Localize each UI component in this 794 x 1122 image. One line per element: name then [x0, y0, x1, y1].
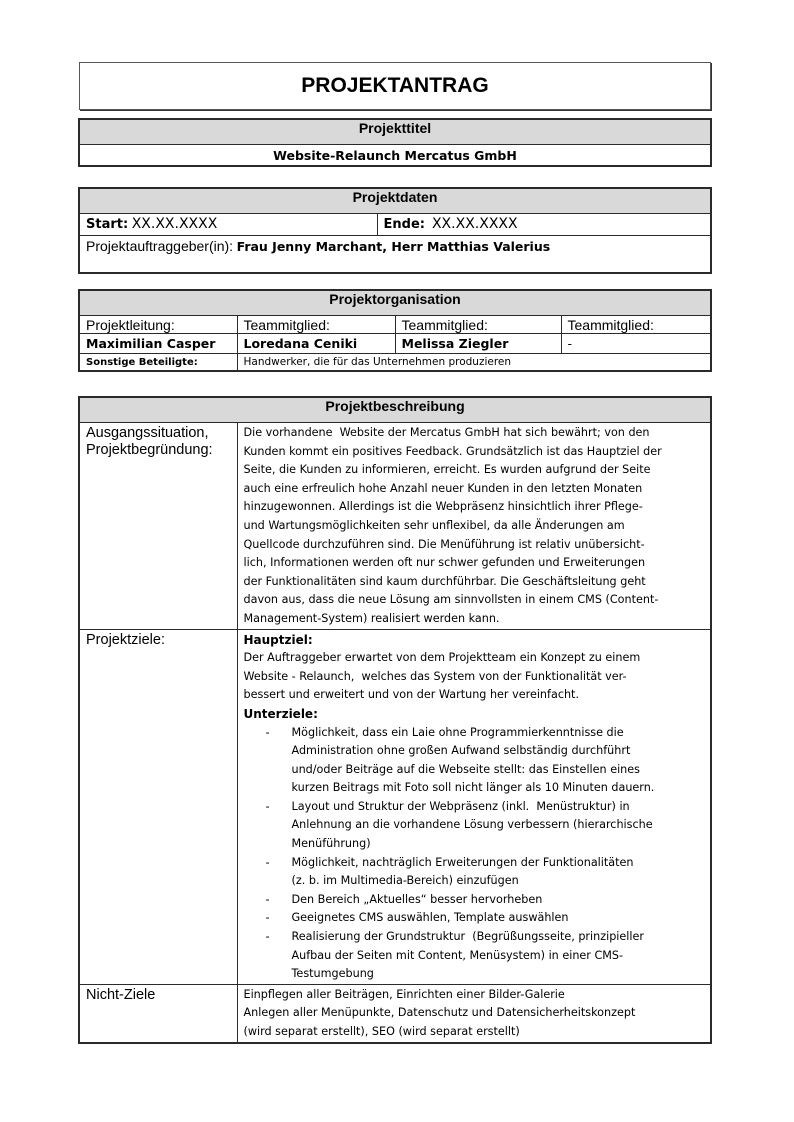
dash-bullet-icon: - — [265, 799, 270, 813]
ausgangssituation-line: Seite, die Kunden zu informieren, erreicht. Es wurden aufgrund der Seite — [243, 463, 651, 477]
dash-bullet-icon: - — [265, 892, 270, 906]
unterziele-heading: Unterziele: — [243, 706, 318, 721]
unterziel-item — [244, 909, 705, 928]
ausgangssituation-label — [79, 423, 237, 630]
projektbeschreibung-section — [78, 396, 712, 1044]
unterziel-line: Administration ohne großen Aufwand selbständig durchführt — [291, 744, 631, 758]
unterziel-item — [244, 891, 705, 910]
ende-value: XX.XX.XXXX — [431, 216, 518, 232]
projekttitel-value: Website-Relaunch Mercatus GmbH — [79, 145, 711, 167]
hauptziel-heading: Hauptziel: — [243, 632, 313, 647]
unterziel-line: Anlehnung an die vorhandene Lösung verbessern (hierarchische — [291, 818, 653, 832]
start-value: XX.XX.XXXX — [131, 216, 218, 232]
nicht-ziele-text — [237, 984, 711, 1042]
unterziel-line: Realisierung der Grundstruktur (Begrüßungsseite, prinzipieller — [291, 930, 644, 944]
name-projektleitung: Maximilian Casper — [79, 334, 237, 354]
ende-cell — [377, 214, 711, 236]
projektbeschreibung-header: Projektbeschreibung — [79, 397, 711, 423]
name-teammitglied-3: - — [561, 334, 711, 354]
nicht-ziele-line: Einpflegen aller Beiträgen, Einrichten einer Bilder-Galerie — [243, 987, 565, 1001]
ende-label: Ende: — [383, 217, 425, 232]
dash-bullet-icon: - — [265, 855, 270, 869]
projektdaten-header: Projektdaten — [79, 188, 711, 214]
ausgangssituation-label-line1: Ausgangssituation, — [86, 425, 209, 441]
nicht-ziele-line: (wird separat erstellt), SEO (wird separat erstellt) — [243, 1025, 520, 1038]
document-title: PROJEKTANTRAG — [79, 62, 711, 110]
nicht-ziele-label: Nicht-Ziele — [79, 984, 237, 1042]
role-teammitglied-1: Teammitglied: — [237, 316, 395, 334]
auftraggeber-label: Projektauftraggeber(in): — [86, 238, 234, 254]
unterziel-line: kurzen Beitrags mit Foto soll nicht länger als 10 Minuten dauern. — [291, 781, 655, 795]
unterziel-item — [244, 798, 705, 854]
unterziel-line: und/oder Beiträge auf die Webseite stellt: das Einstellen eines — [291, 762, 640, 776]
unterziel-line: Möglichkeit, nachträglich Erweiterungen der Funktionalitäten — [291, 855, 634, 869]
name-teammitglied-2: Melissa Ziegler — [395, 334, 561, 354]
ausgangssituation-line: Quellcode durchzuführen sind. Die Menüführung ist relativ unübersicht- — [243, 537, 645, 551]
sonstige-label: Sonstige Beteiligte: — [79, 354, 237, 372]
role-teammitglied-3: Teammitglied: — [561, 316, 711, 334]
unterziel-line: (z. b. im Multimedia-Bereich) einzufügen — [291, 874, 519, 888]
unterziel-item — [244, 724, 705, 798]
hauptziel-line: Website - Relaunch, welches das System von der Funktionalität ver- — [243, 669, 627, 683]
unterziel-item — [244, 854, 705, 891]
name-teammitglied-1: Loredana Ceniki — [237, 334, 395, 354]
unterziel-line: Geeignetes CMS auswählen, Template auswählen — [291, 911, 569, 925]
unterziel-line: Möglichkeit, dass ein Laie ohne Programmierkenntnisse die — [291, 725, 624, 739]
projekttitel-section — [78, 118, 712, 167]
ausgangssituation-line: der Funktionalitäten sind kaum durchführbar. Die Geschäftsleitung geht — [243, 574, 646, 588]
role-projektleitung: Projektleitung: — [79, 316, 237, 334]
projekttitel-header: Projekttitel — [79, 119, 711, 145]
unterziel-line: Menüführung) — [291, 837, 371, 851]
auftraggeber-value: Frau Jenny Marchant, Herr Matthias Valerius — [236, 239, 551, 254]
ausgangssituation-line: Kunden kommt ein positives Feedback. Grundsätzlich ist das Hauptziel der — [243, 444, 662, 458]
ausgangssituation-text — [237, 423, 711, 630]
role-teammitglied-2: Teammitglied: — [395, 316, 561, 334]
start-cell — [79, 214, 377, 236]
ausgangssituation-line: lich, Informationen werden oft nur schwer gefunden und Erweiterungen — [243, 556, 646, 570]
nicht-ziele-line: Anlegen aller Menüpunkte, Datenschutz und Datensicherheitskonzept — [243, 1006, 636, 1020]
unterziele-list — [244, 724, 705, 984]
unterziel-line: Aufbau der Seiten mit Content, Menüsystem) in einer CMS- — [291, 948, 624, 962]
unterziel-line: Testumgebung — [291, 967, 374, 981]
start-label: Start: — [86, 217, 129, 232]
projektdaten-section — [78, 187, 712, 274]
projektziele-text — [237, 629, 711, 984]
dash-bullet-icon: - — [265, 725, 270, 739]
auftraggeber-cell — [79, 236, 711, 274]
ausgangssituation-label-line2: Projektbegründung: — [86, 442, 213, 458]
sonstige-value: Handwerker, die für das Unternehmen produzieren — [237, 354, 711, 372]
ausgangssituation-line: davon aus, dass die neue Lösung am sinnvollsten in einem CMS (Content- — [243, 593, 659, 607]
unterziel-line: Den Bereich „Aktuelles“ besser hervorheben — [291, 892, 543, 906]
ausgangssituation-line: auch eine erfreulich hohe Anzahl neuer Kunden in den letzten Monaten — [243, 481, 643, 495]
dash-bullet-icon: - — [265, 911, 270, 925]
ausgangssituation-line: Die vorhandene Website der Mercatus GmbH hat sich bewährt; von den — [243, 426, 650, 439]
projektziele-label: Projektziele: — [79, 629, 237, 984]
hauptziel-line: bessert und erweitert und von der Wartung her vereinfacht. — [243, 688, 580, 702]
hauptziel-line: Der Auftraggeber erwartet von dem Projektteam ein Konzept zu einem — [243, 651, 641, 665]
projektorganisation-header: Projektorganisation — [79, 290, 711, 316]
unterziel-line: Layout und Struktur der Webpräsenz (inkl. Menüstruktur) in — [291, 799, 630, 813]
ausgangssituation-line: hinzugewonnen. Allerdings ist die Webpräsenz hinsichtlich ihrer Pflege- — [243, 500, 643, 514]
projektorganisation-section — [78, 289, 712, 372]
unterziel-item — [244, 928, 705, 984]
ausgangssituation-line: Management-System) realisiert werden kann. — [243, 611, 500, 625]
ausgangssituation-line: und Wartungsmöglichkeiten sehr unflexibel, da alle Änderungen am — [243, 518, 625, 532]
dash-bullet-icon: - — [265, 930, 270, 944]
